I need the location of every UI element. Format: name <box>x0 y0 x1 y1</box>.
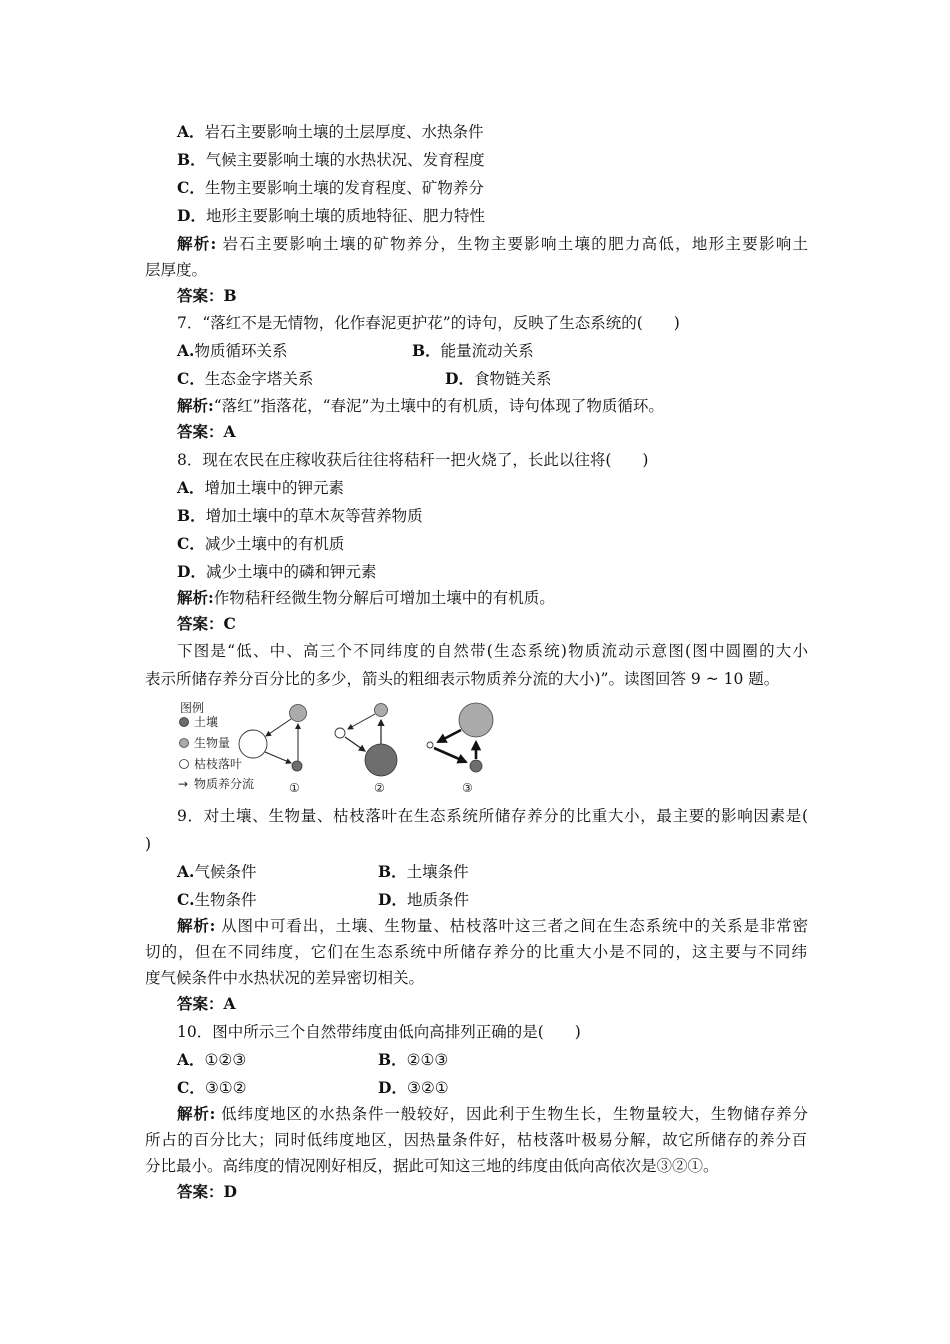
option-key: B． <box>378 1050 407 1069</box>
q9-analysis-line3: 度气候条件中水热状况的差异密切相关。 <box>145 969 425 987</box>
panel2-flow-litter-to-soil <box>345 737 365 751</box>
analysis-label: 解析: <box>177 588 214 607</box>
panel1-soil <box>292 761 302 771</box>
analysis-text: 低纬度地区的水热条件一般较好，因此利于生物生长，生物量较大，生物储存养分 <box>221 1105 808 1123</box>
q6-option-a <box>177 122 484 142</box>
option-key: C． <box>177 534 205 553</box>
legend-biomass-label: 生物量 <box>194 736 231 750</box>
q9-option-d <box>378 890 469 910</box>
q7-answer <box>177 422 236 442</box>
q6-option-c <box>177 178 484 198</box>
answer-value: A <box>223 994 236 1013</box>
option-key: A． <box>177 122 205 141</box>
option-text: 生物主要影响土壤的发育程度、矿物养分 <box>204 179 484 197</box>
answer-value: C <box>223 614 236 633</box>
q9-stem-line2: ) <box>145 835 152 853</box>
panel2-litter <box>335 728 345 738</box>
panel1-biomass <box>290 705 307 722</box>
legend-litter-label: 枯枝落叶 <box>194 757 243 771</box>
panel1-label: ① <box>289 781 300 795</box>
answer-value: B <box>223 286 237 305</box>
q9-option-b <box>378 862 469 882</box>
answer-label: 答案： <box>177 614 224 633</box>
legend-title: 图例 <box>180 701 205 715</box>
option-text: 地质条件 <box>406 891 469 909</box>
option-key: A. <box>177 862 195 881</box>
option-text: 土壤条件 <box>406 863 469 881</box>
analysis-label: 解析: <box>177 916 216 935</box>
q9-analysis-line2: 切的，但在不同纬度，它们在生态系统中所储存养分的比重大小是不同的，这主要与不同纬 <box>145 943 807 961</box>
option-key: D． <box>177 562 206 581</box>
legend-flow-label: 物质养分流 <box>194 777 255 791</box>
panel1-litter <box>239 730 267 758</box>
option-text: 地形主要影响土壤的质地特征、肥力特性 <box>205 207 485 225</box>
option-key: D． <box>378 890 407 909</box>
panel3-flow-biomass-to-litter <box>438 730 461 742</box>
panel1-flow-biomass-to-litter <box>266 719 291 736</box>
option-key: C． <box>177 178 205 197</box>
answer-label: 答案： <box>177 422 224 441</box>
q8-option-d <box>177 562 376 582</box>
option-key: C. <box>177 890 195 909</box>
answer-value: D <box>223 1182 237 1201</box>
q6-option-b <box>177 150 485 170</box>
option-text: 减少土壤中的有机质 <box>204 535 345 553</box>
option-key: A． <box>177 1050 205 1069</box>
legend-soil-icon <box>180 718 189 727</box>
option-text: ②①③ <box>406 1051 449 1069</box>
answer-label: 答案： <box>177 1182 224 1201</box>
q7-option-c <box>177 369 313 389</box>
option-text: ①②③ <box>204 1051 247 1069</box>
analysis-text: 作物秸秆经微生物分解后可增加土壤中的有机质。 <box>213 589 555 607</box>
legend-soil-label: 土壤 <box>194 715 219 729</box>
intro-line2: 表示所储存养分百分比的多少，箭头的粗细表示物质养分流的大小)”。读图回答 9 ~ 10 题。 <box>145 670 780 688</box>
q10-stem: 10．图中所示三个自然带纬度由低向高排列正确的是( ) <box>177 1023 581 1041</box>
q9-answer <box>177 994 236 1014</box>
q6-analysis-line1 <box>177 234 808 254</box>
answer-label: 答案： <box>177 286 224 305</box>
option-text: 生态金字塔关系 <box>204 370 314 388</box>
q7-option-b <box>412 341 534 361</box>
option-text: 气候条件 <box>194 863 257 881</box>
analysis-text: “落红”指落花，“春泥”为土壤中的有机质，诗句体现了物质循环。 <box>213 397 664 415</box>
q7-stem: 7．“落红不是无情物，化作春泥更护花”的诗句，反映了生态系统的( ) <box>177 314 680 332</box>
legend-biomass-icon <box>180 739 189 748</box>
analysis-label: 解析: <box>177 396 214 415</box>
analysis-text: 岩石主要影响土壤的矿物养分，生物主要影响土壤的肥力高低，地形主要影响土 <box>222 235 808 253</box>
legend-litter-icon <box>180 760 189 769</box>
q10-analysis-line3: 分比最小。高纬度的情况刚好相反，据此可知这三地的纬度由低向高依次是③②①。 <box>145 1157 719 1175</box>
q9-option-a <box>177 862 256 882</box>
option-key: D． <box>378 1078 407 1097</box>
answer-value: A <box>223 422 236 441</box>
option-text: ③①② <box>204 1079 247 1097</box>
q10-answer <box>177 1182 237 1202</box>
option-key: C． <box>177 369 205 388</box>
q10-analysis-line1 <box>177 1104 808 1124</box>
q10-option-c <box>177 1078 247 1098</box>
panel2-biomass <box>375 704 388 717</box>
analysis-label: 解析: <box>177 1104 216 1123</box>
q10-option-d <box>378 1078 449 1098</box>
panel2-label: ② <box>374 781 385 795</box>
option-key: B． <box>177 506 206 525</box>
q7-option-a <box>177 341 287 361</box>
q8-answer <box>177 614 236 634</box>
option-key: B． <box>378 862 407 881</box>
option-text: 能量流动关系 <box>440 342 534 360</box>
q8-option-c <box>177 534 344 554</box>
panel3-biomass <box>459 703 493 737</box>
panel2-soil <box>365 744 397 776</box>
panel3-litter <box>427 742 433 748</box>
intro-line1: 下图是“低、中、高三个不同纬度的自然带(生态系统)物质流动示意图(图中圆圈的大小 <box>177 642 808 660</box>
q8-analysis <box>177 588 555 608</box>
analysis-text: 从图中可看出，土壤、生物量、枯枝落叶这三者之间在生态系统中的关系是非常密 <box>221 917 808 935</box>
option-text: 减少土壤中的磷和钾元素 <box>205 563 377 581</box>
panel3-label: ③ <box>462 781 473 795</box>
nutrient-flow-diagram <box>174 700 514 800</box>
option-text: 气候主要影响土壤的水热状况、发育程度 <box>205 151 485 169</box>
panel1-flow-litter-to-soil <box>265 752 291 763</box>
q8-option-a <box>177 478 344 498</box>
option-key: B． <box>412 341 441 360</box>
q6-analysis-line2: 层厚度。 <box>145 261 208 279</box>
q6-answer <box>177 286 237 306</box>
option-key: A. <box>177 341 195 360</box>
q10-analysis-line2: 所占的百分比大；同时低纬度地区，因热量条件好，枯枝落叶极易分解，故它所储存的养分百 <box>145 1131 807 1149</box>
panel3-soil <box>470 760 482 772</box>
q7-option-d <box>445 369 551 389</box>
q10-option-a <box>177 1050 246 1070</box>
q7-analysis <box>177 396 664 416</box>
answer-label: 答案： <box>177 994 224 1013</box>
option-key: A． <box>177 478 205 497</box>
option-key: B． <box>177 150 206 169</box>
option-text: 生物条件 <box>194 891 257 909</box>
option-text: 食物链关系 <box>473 370 552 388</box>
panel2-flow-biomass-to-litter <box>348 714 375 729</box>
legend-arrow-icon: → <box>178 777 189 791</box>
option-text: 增加土壤中的钾元素 <box>204 479 345 497</box>
option-key: D． <box>177 206 206 225</box>
option-text: ③②① <box>406 1079 449 1097</box>
analysis-label: 解析: <box>177 234 217 253</box>
panel3-flow-litter-to-soil <box>434 748 466 762</box>
option-text: 岩石主要影响土壤的土层厚度、水热条件 <box>204 123 484 141</box>
q10-option-b <box>378 1050 448 1070</box>
q8-stem: 8．现在农民在庄稼收获后往往将秸秆一把火烧了，长此以往将( ) <box>177 451 649 469</box>
q9-stem-line1: 9．对土壤、生物量、枯枝落叶在生态系统所储存养分的比重大小，最主要的影响因素是( <box>177 807 808 825</box>
q6-option-d <box>177 206 485 226</box>
q9-analysis-line1 <box>177 916 808 936</box>
option-text: 物质循环关系 <box>194 342 288 360</box>
q8-option-b <box>177 506 423 526</box>
q9-option-c <box>177 890 256 910</box>
option-key: D． <box>445 369 474 388</box>
option-key: C． <box>177 1078 205 1097</box>
option-text: 增加土壤中的草木灰等营养物质 <box>205 507 423 525</box>
